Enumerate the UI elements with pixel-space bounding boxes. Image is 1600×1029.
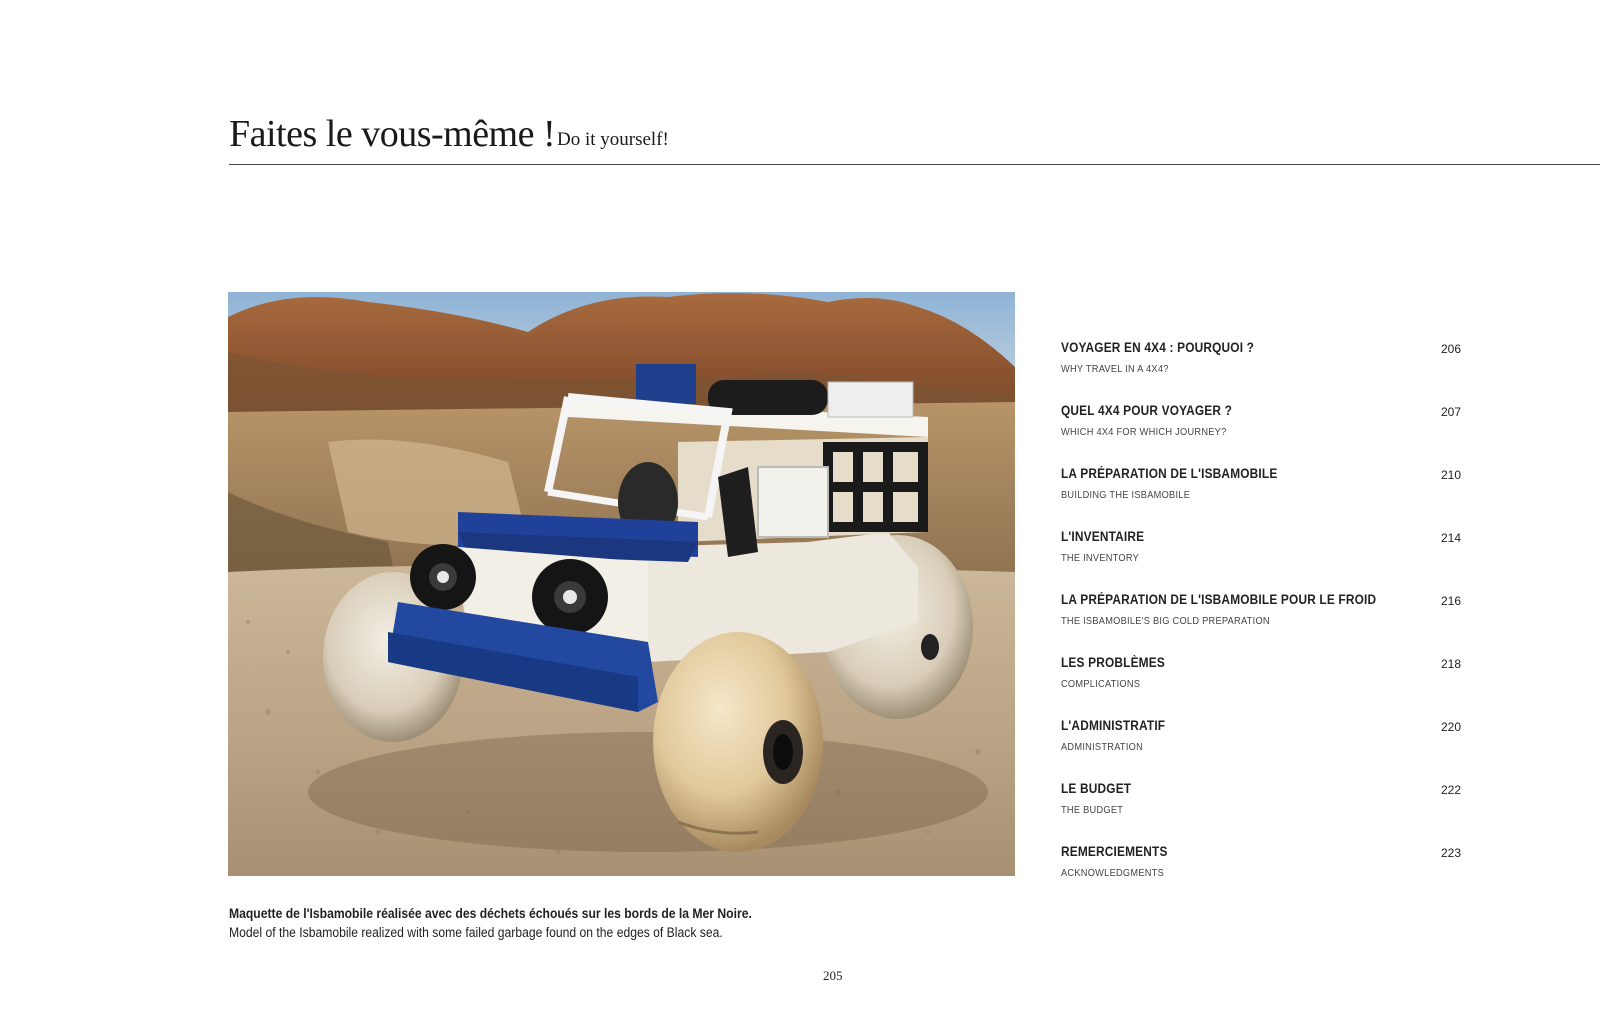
toc-entry[interactable] [1061, 527, 1461, 590]
toc-entry[interactable] [1061, 401, 1461, 464]
toc-entry-page: 222 [1440, 783, 1461, 797]
toc-entry[interactable] [1061, 590, 1461, 653]
toc-entry-subtitle: COMPLICATIONS [1061, 678, 1141, 690]
toc-entry-subtitle: THE BUDGET [1061, 804, 1124, 816]
toc-entry-page: 214 [1440, 531, 1461, 545]
toc-entry-subtitle: THE INVENTORY [1061, 552, 1140, 564]
toc-entry-title: L'ADMINISTRATIF [1061, 718, 1166, 733]
toc-entry-subtitle: THE ISBAMOBILE'S BIG COLD PREPARATION [1061, 615, 1270, 627]
toc-entry-subtitle: ADMINISTRATION [1061, 741, 1144, 753]
toc-entry[interactable] [1061, 716, 1461, 779]
caption-english: Model of the Isbamobile realized with some failed garbage found on the edges of Black sea. [229, 925, 723, 940]
toc-entry[interactable] [1061, 338, 1461, 401]
toc-entry-title: LA PRÉPARATION DE L'ISBAMOBILE POUR LE FROID [1061, 592, 1377, 607]
toc-entry-subtitle: ACKNOWLEDGMENTS [1061, 867, 1165, 879]
toc-entry-title: REMERCIEMENTS [1061, 844, 1168, 859]
toc-entry-title: LA PRÉPARATION DE L'ISBAMOBILE [1061, 466, 1278, 481]
toc-entry-subtitle: WHICH 4X4 FOR WHICH JOURNEY? [1061, 426, 1227, 438]
table-of-contents [1061, 338, 1461, 905]
toc-entry-page: 220 [1440, 720, 1461, 734]
page-title-translation: Do it yourself! [557, 129, 669, 150]
toc-entry-page: 207 [1440, 405, 1461, 419]
photo-caption [229, 904, 752, 942]
caption-french: Maquette de l'Isbamobile réalisée avec des déchets échoués sur les bords de la Mer Noire. [229, 906, 752, 921]
toc-entry-page: 218 [1440, 657, 1461, 671]
toc-entry-page: 223 [1440, 846, 1461, 860]
toc-entry[interactable] [1061, 653, 1461, 716]
toc-entry-subtitle: BUILDING THE ISBAMOBILE [1061, 489, 1191, 501]
toc-entry[interactable] [1061, 842, 1461, 905]
toc-entry-title: VOYAGER EN 4X4 : POURQUOI ? [1061, 340, 1255, 355]
page-number: 205 [823, 968, 843, 983]
toc-entry-page: 216 [1440, 594, 1461, 608]
toc-entry[interactable] [1061, 464, 1461, 527]
toc-entry-title: LE BUDGET [1061, 781, 1132, 796]
toc-entry-title: QUEL 4X4 POUR VOYAGER ? [1061, 403, 1233, 418]
page-title: Faites le vous-même ! [229, 113, 556, 155]
page-header [229, 112, 1600, 165]
toc-entry[interactable] [1061, 779, 1461, 842]
toc-entry-subtitle: WHY TRAVEL IN A 4X4? [1061, 363, 1169, 375]
toc-entry-page: 206 [1440, 342, 1461, 356]
toc-entry-page: 210 [1440, 468, 1461, 482]
isbamobile-model-photo [228, 292, 1015, 876]
toc-entry-title: LES PROBLÈMES [1061, 655, 1165, 670]
toc-entry-title: L'INVENTAIRE [1061, 529, 1145, 544]
